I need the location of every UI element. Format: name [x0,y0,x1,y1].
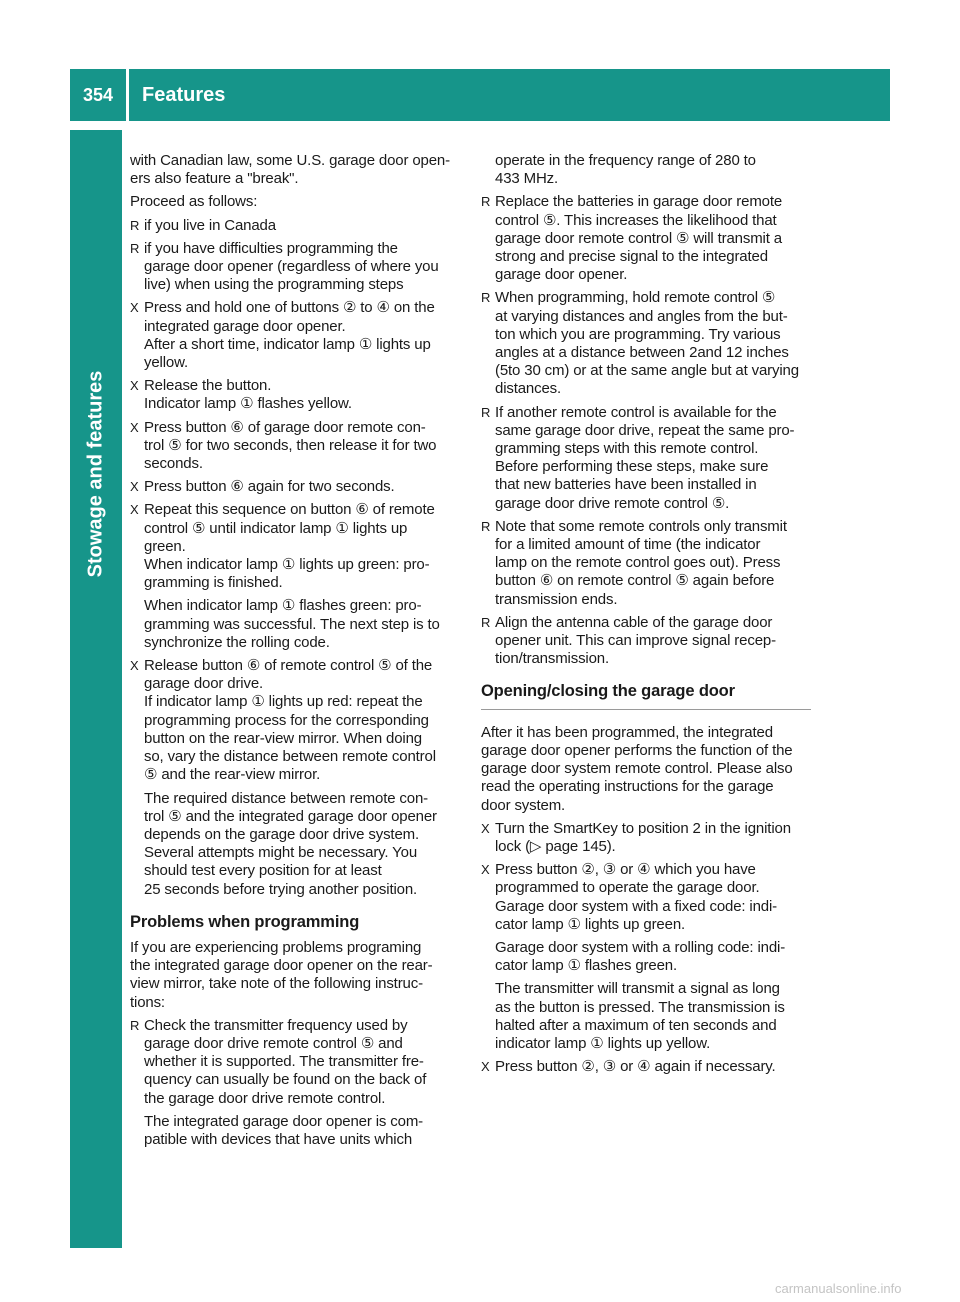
step-item: X Release button ⑥ of remote control ⑤ of the garage door drive. If indicator lamp ① lights up red: repeat the programming process for the corresponding button on the rear-view mirror. When doing so, vary the distance between remote control ⑤ and the rear-view mirror. The required distance between remote con- trol ⑤ and the integrated garage door opener depends on the garage door drive system. Several attempts might be necessary. You should test every position for at least 25 seconds before trying another position. [130,657,460,899]
step-note: Garage door system with a rolling code: indi- cator lamp ① flashes green. [495,938,786,975]
bullet-item: R Note that some remote controls only transmit for a limited amount of time (the indicator lamp on the remote control goes out). Press button ⑥ on remote control ⑤ again before transmission ends. [481,517,787,608]
step-arrow-icon: X [481,820,490,836]
header-divider [126,69,129,121]
step-note: The transmitter will transmit a signal as long as the button is pressed. The transmission is halted after a maximum of ten seconds and indicator lamp ① lights up yellow. [495,980,785,1052]
step-item: X Repeat this sequence on button ⑥ of remote control ⑤ until indicator lamp ① lights up green. When indicator lamp ① lights up green: pro- gramming is finished. When indicator lamp ① flashes green: pro- gramming was successful. The next step is to synchronize the rolling code. [130,501,460,652]
problems-intro: If you are experiencing problems programing the integrated garage door opener on the rear- view mirror, take note of the following instruc- tions: [130,938,433,1011]
bullet-icon: R [130,217,140,233]
side-tab-marker [70,1200,122,1248]
bullet-item: R Align the antenna cable of the garage door opener unit. This can improve signal recep- tion/transmission. [481,613,776,668]
continued-text: operate in the frequency range of 280 to 433 MHz. [495,152,756,188]
bullet-item: R if you have difficulties programming the garage door opener (regardless of where you live) when using the programming steps [130,239,439,294]
right-column [481,152,811,1081]
step-arrow-icon: X [130,502,139,518]
bullet-item: R Check the transmitter frequency used by garage door drive remote control ⑤ and whether it is supported. The transmitter fre- quency can usually be found on the back of the garage door drive remote control. The integrated garage door opener is com- patible with devices that have units which [130,1017,460,1149]
step-arrow-icon: X [481,1059,490,1075]
step-item: X Press button ②, ③ or ④ again if necessary. [481,1058,776,1076]
step-item: X Press and hold one of buttons ② to ④ on the integrated garage door opener. After a short time, indicator lamp ① lights up yellow. [130,299,435,372]
step-item: X Press button ⑥ of garage door remote con- trol ⑤ for two seconds, then release it for two seconds. [130,418,437,473]
section-heading-problems: Problems when programming [130,912,360,931]
intro-paragraph: with Canadian law, some U.S. garage door open- ers also feature a "break". [130,152,450,188]
step-arrow-icon: X [481,862,490,878]
step-arrow-icon: X [130,300,139,316]
side-tab [70,130,122,1200]
bullet-icon: R [481,290,491,306]
step-arrow-icon: X [130,658,139,674]
watermark: carmanualsonline.info [775,1281,902,1296]
step-note: The required distance between remote con- trol ⑤ and the integrated garage door opener depends on the garage door drive system. Several attempts might be necessary. You should test every position for at least 25 seconds before trying another position. [144,789,437,898]
bullet-item: R if you live in Canada [130,216,276,234]
bullet-item: R Replace the batteries in garage door remote control ⑤. This increases the likelihood that garage door remote control ⑤ will transmit a strong and precise signal to the integrated garage door opener. [481,193,783,284]
opening-intro: After it has been programmed, the integrated garage door opener performs the function of the garage door system remote control. Please also read the operating instructions for the garage door system. [481,723,793,814]
section-heading-opening-closing: Opening/closing the garage door [481,682,735,701]
header-bar [70,69,890,121]
side-tab-title: Stowage and features [84,370,107,578]
step-item: X Release the button. Indicator lamp ① flashes yellow. [130,377,352,413]
step-arrow-icon: X [130,378,139,394]
bullet-item: R If another remote control is available for the same garage door drive, repeat the same pro- gramming steps with this remote control. Before performing these steps, make sure that new batteries have been installed in garage door drive remote control ⑤. [481,403,795,512]
step-item: X Turn the SmartKey to position 2 in the ignition lock (▷ page 145). [481,819,791,855]
bullet-icon: R [481,194,491,210]
proceed-text: Proceed as follows: [130,193,258,211]
bullet-icon: R [481,518,491,534]
bullet-icon: R [481,404,491,420]
step-item: X Press button ②, ③ or ④ which you have programmed to operate the garage door. Garage door system with a fixed code: indi- cator lamp ① lights up green. Garage door system with a rolling code: indi- cator lamp ① flashes green. The transmitter will transmit a signal as long as the button is pressed. The transmission is halted after a maximum of ten seconds and indicator lamp ① lights up yellow. [481,861,811,1053]
bullet-note: The integrated garage door opener is com- patible with devices that have units which [144,1112,424,1148]
heading-rule [481,709,811,710]
step-note: When indicator lamp ① flashes green: pro- gramming was successful. The next step is to synchronize the rolling code. [144,597,440,651]
step-arrow-icon: X [130,419,139,435]
bullet-item: R When programming, hold remote control ⑤ at varying distances and angles from the but- ton which you are programming. Try various angles at a distance between 2and 12 inches (5to 30 cm) or at the same angle but at varying distances. [481,289,799,398]
step-arrow-icon: X [130,479,139,495]
page-title: Features [142,83,226,106]
bullet-icon: R [130,1017,140,1033]
step-item: X Press button ⑥ again for two seconds. [130,478,395,496]
bullet-icon: R [481,614,491,630]
page-number: 354 [82,84,114,105]
left-column [130,152,460,1154]
bullet-icon: R [130,240,140,256]
